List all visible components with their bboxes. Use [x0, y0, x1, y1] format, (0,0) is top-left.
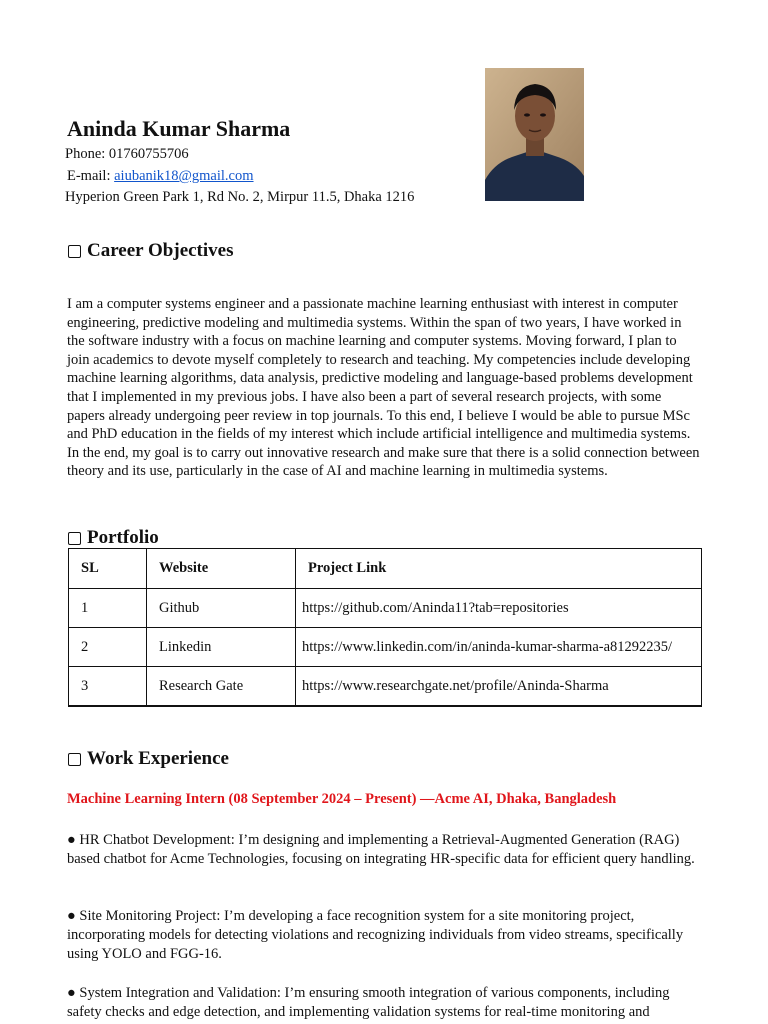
row-sl: 3	[69, 667, 147, 707]
portfolio-heading	[68, 527, 159, 549]
row-sl: 1	[69, 589, 147, 628]
portfolio-table	[68, 548, 702, 707]
row-website: Linkedin	[147, 628, 296, 667]
email-label: E-mail:	[67, 168, 115, 184]
experience-bullet: ● HR Chatbot Development: I’m designing and implementing a Retrieval-Augmented Generation (RAG) based chatbot for Acme Technologies, focusing on integrating HR-specific data for efficient query handling.	[67, 832, 695, 867]
career-objectives-text: I am a computer systems engineer and a passionate machine learning enthusiast with interest in computer engineering, predictive modeling and multimedia systems. Within the span of two years, I have worked in the software industry with a focus on machine learning and computer systems. Moving forward, I plan to join academics to devote myself completely to research and teaching. My competencies include developing machine learning algorithms, data analysis, predictive modeling and language-based problems development that I implemented in my previous jobs. I have also been a part of several research projects, with some papers already undergoing peer review in top journals. To this end, I believe I would be able to pursue MSc and PhD education in the fields of my interest which include artificial intelligence and multimedia systems. In the end, my goal is to carry out innovative research and make sure that there is a solid connection between theory and its use, particularly in the case of AI and machine learning in multimedia systems.	[67, 296, 700, 480]
email-link[interactable]: aiubanik18@gmail.com	[114, 168, 254, 184]
table-row	[69, 628, 702, 667]
work-experience-heading	[68, 748, 229, 770]
row-website: Research Gate	[147, 667, 296, 707]
row-project-link[interactable]: https://www.researchgate.net/profile/Aninda-Sharma	[296, 667, 702, 707]
column-header-sl: SL	[69, 549, 147, 589]
experience-bullet: ● System Integration and Validation: I’m ensuring smooth integration of various components, including safety checks and edge detection, and implementing validation systems for real-time monitoring and	[67, 985, 670, 1020]
row-sl: 2	[69, 628, 147, 667]
checkbox-icon	[68, 532, 81, 545]
column-header-project-link: Project Link	[296, 549, 702, 589]
career-objectives-label: Career Objectives	[87, 240, 234, 261]
table-header-row	[69, 549, 702, 589]
column-header-website: Website	[147, 549, 296, 589]
table-row	[69, 589, 702, 628]
career-objectives-heading	[68, 240, 234, 262]
address: Hyperion Green Park 1, Rd No. 2, Mirpur 11.5, Dhaka 1216	[65, 189, 415, 205]
email-line	[67, 168, 254, 185]
phone-number: Phone: 01760755706	[65, 146, 189, 162]
job-title: Machine Learning Intern (08 September 2024 – Present) —Acme AI, Dhaka, Bangladesh	[67, 791, 617, 807]
work-experience-label: Work Experience	[87, 748, 229, 769]
row-project-link[interactable]: https://www.linkedin.com/in/aninda-kumar-sharma-a81292235/	[296, 628, 702, 667]
profile-photo	[485, 68, 584, 201]
row-project-link[interactable]: https://github.com/Aninda11?tab=repositories	[296, 589, 702, 628]
row-website: Github	[147, 589, 296, 628]
candidate-name: Aninda Kumar Sharma	[67, 116, 291, 141]
checkbox-icon	[68, 245, 81, 258]
experience-bullet: ● Site Monitoring Project: I’m developing a face recognition system for a site monitoring project, incorporating models for detecting violations and recognizing individuals from video streams, specifically using YOLO and FGG-16.	[67, 908, 684, 962]
table-row	[69, 667, 702, 707]
portfolio-label: Portfolio	[87, 527, 159, 548]
checkbox-icon	[68, 753, 81, 766]
